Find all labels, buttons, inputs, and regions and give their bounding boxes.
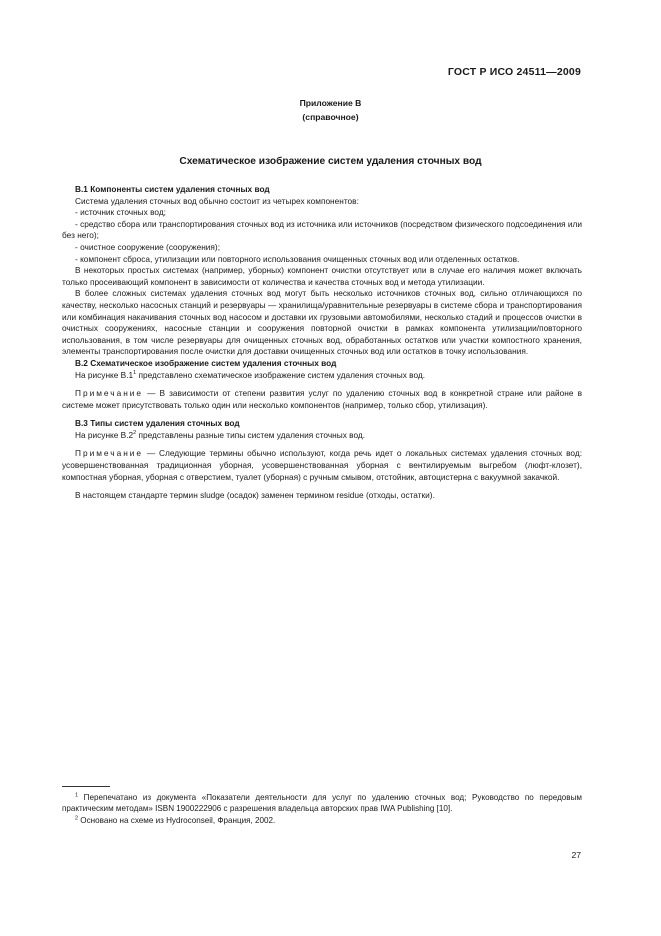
section-b3-note bbox=[62, 448, 582, 483]
section-b2-text-start: На рисунке В.1 bbox=[75, 369, 134, 380]
section-b3-text-end: представлены разные типы систем удаления сточных вод. bbox=[136, 429, 366, 440]
footnote-text: Основано на схеме из Hydroconseil, Франция, 2002. bbox=[78, 815, 276, 825]
footnote-2 bbox=[62, 815, 582, 826]
appendix-note: (справочное) bbox=[302, 112, 359, 122]
footnote-divider bbox=[62, 786, 110, 787]
section-b1-paragraph-2: В некоторых простых системах (например, уборных) компонент очистки отсутствует или в случае его наличия может включать только просеивающий компонент в зависимости от количества и качества сточных вод и метода утилизации. bbox=[62, 265, 582, 287]
footnote-ref-1[interactable]: 1 bbox=[133, 369, 137, 376]
section-b3-heading: В.3 Типы систем удаления сточных вод bbox=[75, 418, 240, 429]
footnote-mark: 2 bbox=[75, 815, 79, 822]
section-b1-paragraph-3: В более сложных системах удаления сточных вод могут быть несколько источников сточных вод, сильно отличающихся по качеству, несколько насосных станций и резервуары — хранилища/уравнительные резервуары в системе сбора и транспортирования или комбинация накачивания сточных вод насосом и доставки их грузовыми автомобилями, несколько стадий и процессов очистки в очистных сооружениях, насосные станции и сооружения повторной очистки в рамках компонента утилизации/повторного использования, в том числе резервуары для очищенных сточных вод, обработанных остатков или участки компостного хранения, элементы транспортирования после очистки для доставки очищенных сточных вод или остатков в точку использования. bbox=[62, 288, 582, 357]
section-b2-note bbox=[62, 388, 582, 411]
appendix-heading bbox=[0, 96, 661, 124]
section-b2-text-end: представлено схематическое изображение систем удаления сточных вод. bbox=[136, 369, 426, 380]
section-b1-intro: Система удаления сточных вод обычно состоит из четырех компонентов: bbox=[75, 195, 359, 206]
section-b3-text-start: На рисунке В.2 bbox=[75, 429, 134, 440]
list-item: - очистное сооружение (сооружения); bbox=[75, 241, 220, 252]
body-text bbox=[62, 184, 582, 502]
note-label: Примечание bbox=[75, 388, 144, 399]
section-b1-heading: В.1 Компоненты систем удаления сточных вод bbox=[75, 184, 270, 194]
list-item: - компонент сброса, утилизации или повторного использования очищенных сточных вод или отделенных остатков. bbox=[75, 253, 520, 264]
section-b3-terminology: В настоящем стандарте термин sludge (осадок) заменен термином residue (отходы, остатки). bbox=[75, 490, 435, 501]
footnote-mark: 1 bbox=[75, 792, 79, 799]
main-title: Схематическое изображение систем удаления сточных вод bbox=[179, 156, 482, 167]
document-code: ГОСТ Р ИСО 24511—2009 bbox=[447, 66, 581, 78]
footnote-text: Перепечатано из документа «Показатели деятельности для услуг по удалению сточных вод; Руководство по передовым практическим методам» ISBN 1900222906 с разрешения владельца авторских прав IWA Publishing [10]. bbox=[62, 793, 582, 814]
footnote-ref-2[interactable]: 2 bbox=[133, 430, 137, 437]
page-number: 27 bbox=[571, 850, 581, 860]
section-b3-paragraph bbox=[62, 430, 582, 442]
section-b2-paragraph bbox=[62, 370, 582, 382]
note-text: — В зависимости от степени развития услуг по удалению сточных вод в конкретной стране или районе в системе может присутствовать только один или несколько компонентов (например, только сбор, утилизация). bbox=[62, 388, 582, 410]
list-item: - источник сточных вод; bbox=[75, 207, 166, 218]
list-item: - средство сбора или транспортирования сточных вод из источника или источников (посредством физического подсоединения или без него); bbox=[62, 218, 582, 241]
footnotes bbox=[62, 792, 582, 826]
note-label: Примечание bbox=[75, 448, 144, 459]
note-text: — Следующие термины обычно используют, когда речь идет о локальных системах удаления сточных вод: усовершенствованная традиционная уборная, усовершенствованная уборная с вентилируемым выгребом (люфт-клозет), компостная уборная, уборная с отверстием, туалет (уборная) с ручным смывом, отстойник, автоцистерна с вакуумной закачкой. bbox=[62, 448, 582, 482]
section-b2-heading: В.2 Схематическое изображение систем удаления сточных вод bbox=[75, 357, 337, 368]
footnote-1 bbox=[62, 792, 582, 815]
appendix-title: Приложение В bbox=[299, 98, 362, 108]
